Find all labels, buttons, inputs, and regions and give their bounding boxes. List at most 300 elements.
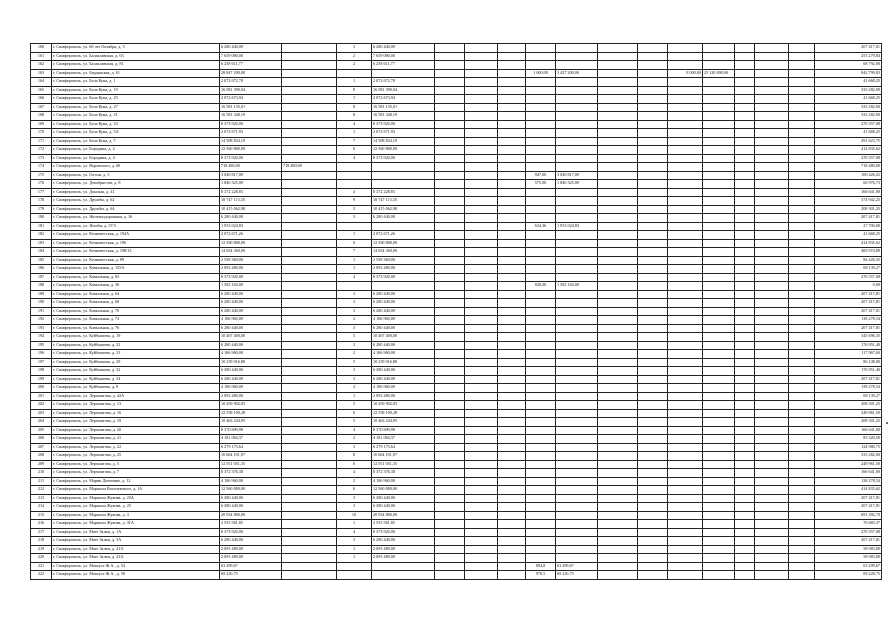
cell-empty [498, 205, 526, 214]
cell-y1 [668, 146, 703, 155]
cell-empty [755, 95, 789, 104]
cell-empty [735, 273, 755, 282]
cell-empty [598, 452, 638, 461]
cell-empty [789, 95, 815, 104]
cell-addr: г. Симферополь, ул. Куйбышева, д. 9 [52, 384, 220, 393]
cell-v1 [372, 69, 435, 78]
cell-x2 [556, 316, 598, 325]
cell-y1 [668, 256, 703, 265]
cell-n: 182 [31, 231, 52, 240]
cell-empty [498, 78, 526, 87]
cell-empty [735, 409, 755, 418]
cell-m1 [282, 103, 337, 112]
cell-x2 [556, 307, 598, 316]
cell-empty [465, 290, 498, 299]
cell-q1: 3 [337, 443, 372, 452]
cell-n: 198 [31, 367, 52, 376]
cell-addr: г. Симферополь, ул. Бела Куна, д. 31 [52, 112, 220, 121]
cell-x2 [556, 537, 598, 546]
cell-empty [789, 545, 815, 554]
cell-v1 [372, 222, 435, 231]
cell-x2 [556, 401, 598, 410]
table-row [31, 95, 882, 104]
table-row [31, 350, 882, 359]
cell-empty [598, 401, 638, 410]
cell-m1 [282, 129, 337, 138]
cell-addr: г. Симферополь, ул. Маршала Василевского, д. 16 [52, 486, 220, 495]
cell-empty [789, 511, 815, 520]
cell-empty [638, 401, 668, 410]
cell-n: 217 [31, 528, 52, 537]
cell-empty [735, 78, 755, 87]
cell-m1 [282, 367, 337, 376]
cell-addr: г. Симферополь, ул. Ковыльная, д. 76 [52, 324, 220, 333]
cell-empty [435, 452, 465, 461]
cell-n: 168 [31, 112, 52, 121]
cell-empty [638, 537, 668, 546]
table-row [31, 571, 882, 580]
cell-empty [598, 129, 638, 138]
cell-q1: 5 [337, 205, 372, 214]
cell-empty [755, 562, 789, 571]
cell-x2 [556, 231, 598, 240]
cell-empty [789, 205, 815, 214]
cell-q1: 9 [337, 197, 372, 206]
cell-empty [598, 163, 638, 172]
cell-empty [755, 273, 789, 282]
cell-empty [435, 486, 465, 495]
cell-n: 171 [31, 137, 52, 146]
cell-empty [435, 358, 465, 367]
cell-y2 [703, 409, 735, 418]
cell-empty [598, 112, 638, 121]
cell-x2 [556, 494, 598, 503]
cell-empty [465, 44, 498, 53]
cell-y2 [703, 273, 735, 282]
cell-y1 [668, 384, 703, 393]
cell-total: 12 560 880,00 [220, 486, 282, 495]
cell-empty [638, 341, 668, 350]
cell-empty [755, 333, 789, 342]
cell-addr: г. Симферополь, ул. Лермонтова, д. 21 [52, 435, 220, 444]
cell-n: 203 [31, 409, 52, 418]
cell-v1 [372, 282, 435, 291]
cell-n: 163 [31, 69, 52, 78]
cell-empty [755, 205, 789, 214]
cell-v1: 16 581 135,01 [372, 103, 435, 112]
cell-empty [755, 137, 789, 146]
cell-empty [465, 171, 498, 180]
cell-empty [598, 282, 638, 291]
cell-x1 [526, 61, 556, 70]
cell-x1 [526, 52, 556, 61]
cell-empty [755, 401, 789, 410]
cell-total: 7 659 080,00 [220, 52, 282, 61]
cell-q1: 3 [337, 44, 372, 53]
cell-empty [638, 171, 668, 180]
table-row [31, 511, 882, 520]
cell-total: 4 186 960,00 [220, 350, 282, 359]
cell-empty [735, 477, 755, 486]
cell-empty [638, 299, 668, 308]
cell-n: 179 [31, 205, 52, 214]
cell-v1: 8 370 699,98 [372, 426, 435, 435]
cell-q1: 4 [337, 528, 372, 537]
cell-n: 183 [31, 239, 52, 248]
cell-addr: г. Симферополь, ул. Дружбы, д. 64 [52, 205, 220, 214]
cell-q1: 6 [337, 146, 372, 155]
cell-m1 [282, 435, 337, 444]
cell-empty [435, 188, 465, 197]
cell-empty [465, 528, 498, 537]
cell-n: 165 [31, 86, 52, 95]
cell-empty [735, 120, 755, 129]
cell-empty [465, 324, 498, 333]
cell-n: 193 [31, 324, 52, 333]
cell-empty [465, 112, 498, 121]
cell-y2 [703, 61, 735, 70]
cell-empty [735, 95, 755, 104]
cell-last: 207 417,81 [815, 299, 882, 308]
cell-empty [735, 443, 755, 452]
cell-x2 [556, 452, 598, 461]
cell-n: 172 [31, 146, 52, 155]
cell-y1 [668, 469, 703, 478]
cell-q1: 3 [337, 324, 372, 333]
cell-empty [498, 154, 526, 163]
cell-y2 [703, 571, 735, 580]
cell-empty [598, 554, 638, 563]
cell-last: 86 148,00 [815, 358, 882, 367]
cell-empty [638, 503, 668, 512]
cell-empty [789, 137, 815, 146]
cell-x2 [556, 95, 598, 104]
table-row [31, 61, 882, 70]
cell-y2 [703, 256, 735, 265]
cell-n: 174 [31, 163, 52, 172]
cell-empty [789, 154, 815, 163]
cell-empty [435, 290, 465, 299]
cell-y2 [703, 282, 735, 291]
cell-empty [465, 222, 498, 231]
cell-n: 176 [31, 180, 52, 189]
cell-y1 [668, 562, 703, 571]
cell-empty [465, 146, 498, 155]
cell-addr: г. Симферополь, ул. Маршала Жукова, д. 25 [52, 503, 220, 512]
cell-x1 [526, 554, 556, 563]
cell-empty [638, 61, 668, 70]
cell-empty [465, 358, 498, 367]
cell-y2 [703, 350, 735, 359]
table-row [31, 256, 882, 265]
cell-empty [735, 545, 755, 554]
cell-empty [498, 469, 526, 478]
cell-empty [789, 299, 815, 308]
cell-addr: г. Симферополь, ул. Бела Куна, д. 1 [52, 78, 220, 87]
cell-y2 [703, 86, 735, 95]
table-row [31, 78, 882, 87]
cell-x2 [556, 112, 598, 121]
cell-x1 [526, 214, 556, 223]
cell-last: 207 417,81 [815, 307, 882, 316]
cell-y2 [703, 503, 735, 512]
cell-last: 207 417,81 [815, 214, 882, 223]
cell-m1 [282, 282, 337, 291]
cell-x2 [556, 324, 598, 333]
cell-y1 [668, 426, 703, 435]
cell-empty [435, 503, 465, 512]
cell-q1: 3 [337, 503, 372, 512]
cell-empty [735, 222, 755, 231]
cell-addr: г. Симферополь, ул. Куйбышева, д. 32 [52, 367, 220, 376]
cell-y1 [668, 180, 703, 189]
cell-q1: 1 [337, 78, 372, 87]
cell-total: 6 280 440,00 [220, 341, 282, 350]
cell-empty [435, 180, 465, 189]
cell-x2 [556, 435, 598, 444]
cell-empty [498, 273, 526, 282]
cell-empty [435, 426, 465, 435]
cell-empty [598, 214, 638, 223]
cell-x1 [526, 520, 556, 529]
cell-empty [498, 409, 526, 418]
cell-x2 [556, 341, 598, 350]
cell-empty [598, 435, 638, 444]
table-row [31, 537, 882, 546]
cell-v1: 6 238 611,77 [372, 61, 435, 70]
cell-empty [789, 61, 815, 70]
cell-empty [735, 333, 755, 342]
cell-empty [789, 503, 815, 512]
cell-x2 [556, 528, 598, 537]
cell-total: 8 373 920,00 [220, 273, 282, 282]
cell-y2 [703, 511, 735, 520]
cell-y2 [703, 163, 735, 172]
cell-x1 [526, 443, 556, 452]
cell-y1 [668, 95, 703, 104]
cell-x2 [556, 418, 598, 427]
cell-last: 83 320,50 [815, 435, 882, 444]
table-row [31, 503, 882, 512]
cell-x2 [556, 163, 598, 172]
cell-empty [735, 426, 755, 435]
cell-empty [638, 214, 668, 223]
cell-empty [789, 469, 815, 478]
cell-empty [789, 460, 815, 469]
cell-x1 [526, 231, 556, 240]
cell-empty [638, 137, 668, 146]
cell-empty [498, 341, 526, 350]
cell-m1 [282, 401, 337, 410]
cell-empty [755, 316, 789, 325]
cell-empty [638, 44, 668, 53]
cell-empty [498, 112, 526, 121]
cell-y1 [668, 112, 703, 121]
cell-v1: 6 279 175,64 [372, 443, 435, 452]
cell-empty [755, 443, 789, 452]
cell-total: 6 280 440,00 [220, 290, 282, 299]
cell-x2 [556, 443, 598, 452]
cell-empty [638, 316, 668, 325]
cell-q1: 8 [337, 103, 372, 112]
cell-addr: г. Симферополь, ул. Лермонтова, д. 22 [52, 443, 220, 452]
cell-q1: 6 [337, 409, 372, 418]
cell-empty [435, 163, 465, 172]
cell-empty [735, 503, 755, 512]
cell-empty [498, 545, 526, 554]
cell-addr: г. Симферополь, ул. Ковыльная, д. 83 [52, 273, 220, 282]
cell-y1 [668, 554, 703, 563]
cell-last: 68 792,00 [815, 61, 882, 70]
cell-x2 [556, 503, 598, 512]
cell-empty [789, 171, 815, 180]
cell-empty [465, 307, 498, 316]
cell-empty [435, 154, 465, 163]
cell-empty [435, 528, 465, 537]
cell-empty [789, 537, 815, 546]
cell-empty [435, 401, 465, 410]
cell-v1 [372, 562, 435, 571]
cell-empty [435, 86, 465, 95]
cell-y2 [703, 452, 735, 461]
cell-x2 [556, 375, 598, 384]
cell-addr: г. Симферополь, ул. Кечкеметская, д. 89 [52, 256, 220, 265]
cell-empty [465, 248, 498, 257]
cell-last: 414 835,62 [815, 486, 882, 495]
cell-y1 [668, 248, 703, 257]
cell-n: 166 [31, 95, 52, 104]
cell-x1 [526, 129, 556, 138]
cell-total: 2 093 480,00 [220, 392, 282, 401]
cell-x1 [526, 163, 556, 172]
cell-y1 [668, 571, 703, 580]
cell-last: 166 641,00 [815, 188, 882, 197]
cell-x1 [526, 418, 556, 427]
cell-y1 [668, 367, 703, 376]
cell-q1: 1 [337, 554, 372, 563]
cell-empty [735, 299, 755, 308]
cell-empty [465, 69, 498, 78]
cell-total: 16 581 390,04 [220, 86, 282, 95]
cell-empty [789, 163, 815, 172]
cell-empty [789, 86, 815, 95]
cell-empty [638, 239, 668, 248]
cell-m1 [282, 231, 337, 240]
cell-m1 [282, 197, 337, 206]
cell-x2 [556, 197, 598, 206]
cell-empty [435, 44, 465, 53]
cell-empty [465, 78, 498, 87]
cell-empty [638, 188, 668, 197]
cell-last: 842 799,83 [815, 69, 882, 78]
cell-q1: 4 [337, 469, 372, 478]
table-row [31, 367, 882, 376]
cell-last: 345 696,35 [815, 333, 882, 342]
cell-empty [735, 537, 755, 546]
cell-y2 [703, 239, 735, 248]
cell-last: 41 668,25 [815, 95, 882, 104]
cell-empty [789, 282, 815, 291]
cell-y2 [703, 214, 735, 223]
cell-x2 [556, 358, 598, 367]
cell-y2 [703, 426, 735, 435]
cell-y2 [703, 265, 735, 274]
cell-y1 [668, 486, 703, 495]
cell-empty [789, 409, 815, 418]
cell-empty [735, 435, 755, 444]
cell-empty [755, 486, 789, 495]
cell-total: 2 555 561,85 [220, 520, 282, 529]
cell-n: 201 [31, 392, 52, 401]
cell-y2 [703, 333, 735, 342]
cell-v1: 8 373 920,00 [372, 154, 435, 163]
cell-total: 6 280 440,00 [220, 307, 282, 316]
cell-empty [735, 392, 755, 401]
cell-m1 [282, 265, 337, 274]
cell-empty [735, 401, 755, 410]
cell-v1: 10 459 902,83 [372, 401, 435, 410]
cell-addr: г. Симферополь, ул. Лермонтова, д. 18 [52, 418, 220, 427]
cell-empty [435, 137, 465, 146]
cell-v1: 7 659 080,00 [372, 52, 435, 61]
cell-empty [755, 571, 789, 580]
table-row [31, 290, 882, 299]
cell-x2 [556, 477, 598, 486]
cell-last: 138 278,54 [815, 316, 882, 325]
cell-empty [735, 197, 755, 206]
cell-y2 [703, 112, 735, 121]
cell-y2 [703, 95, 735, 104]
cell-empty [735, 137, 755, 146]
cell-empty [598, 503, 638, 512]
cell-y2 [703, 384, 735, 393]
cell-last: 0,00 [815, 282, 882, 291]
cell-empty [755, 520, 789, 529]
cell-empty [789, 129, 815, 138]
table-row [31, 477, 882, 486]
cell-empty [598, 350, 638, 359]
cell-y1 [668, 545, 703, 554]
cell-empty [498, 418, 526, 427]
cell-total: 2 072 673,94 [220, 95, 282, 104]
cell-last: 69 139,27 [815, 392, 882, 401]
table-row [31, 282, 882, 291]
cell-empty [638, 511, 668, 520]
cell-empty [755, 188, 789, 197]
cell-total: 6 280 440,00 [220, 375, 282, 384]
cell-y1 [668, 358, 703, 367]
cell-empty [735, 154, 755, 163]
cell-empty [755, 129, 789, 138]
cell-addr: г. Симферополь, ул. Воровского, д. 60 [52, 163, 220, 172]
cell-x2 [556, 214, 598, 223]
cell-last: 249 961,50 [815, 460, 882, 469]
cell-m1 [282, 239, 337, 248]
cell-empty [638, 435, 668, 444]
cell-empty [735, 418, 755, 427]
cell-y1 [668, 333, 703, 342]
cell-y1 [668, 307, 703, 316]
cell-last: 414 835,62 [815, 146, 882, 155]
cell-y2 [703, 299, 735, 308]
cell-y1 [668, 418, 703, 427]
cell-q1: 3 [337, 367, 372, 376]
cell-empty [465, 137, 498, 146]
cell-addr: г. Симферополь, ул. Ковыльная, д. 155А [52, 265, 220, 274]
cell-q1: 2 [337, 384, 372, 393]
cell-x2 [556, 44, 598, 53]
cell-empty [598, 273, 638, 282]
